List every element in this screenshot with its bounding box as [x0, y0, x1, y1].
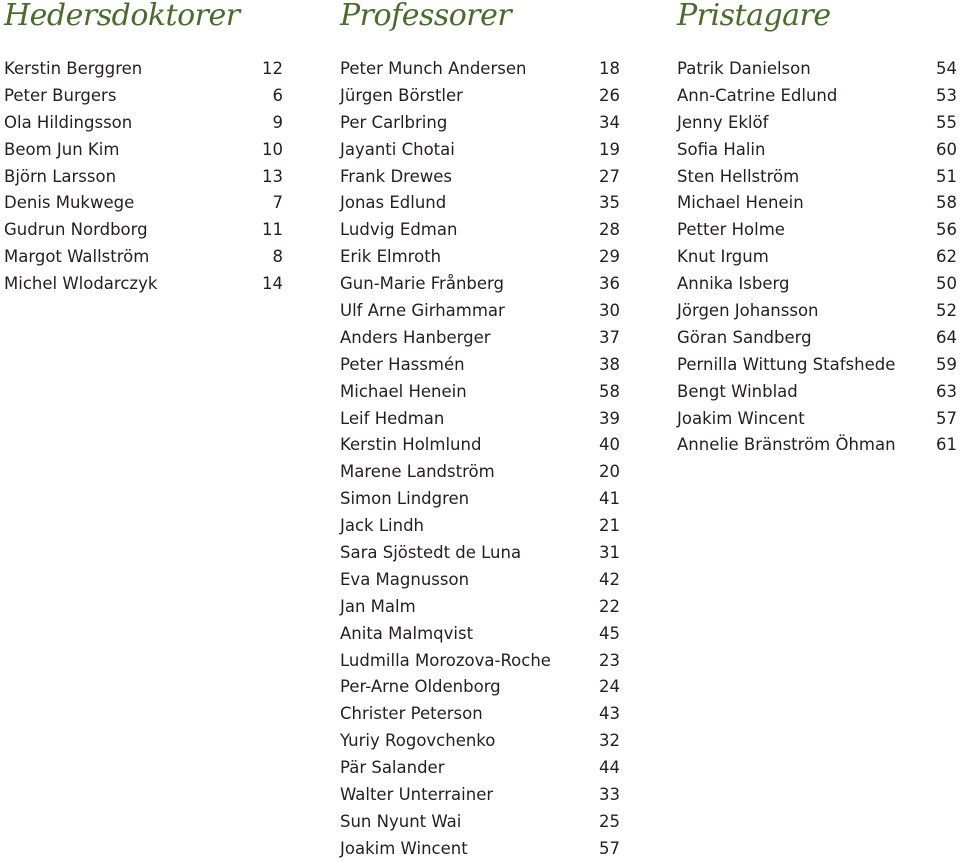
entry-name: Per Carlbring: [340, 112, 448, 132]
index-entry: [677, 190, 957, 217]
entry-name: Sara Sjöstedt de Luna: [340, 543, 522, 563]
entry-page: 12: [262, 59, 283, 78]
section-heading: Hedersdoktorer: [4, 0, 240, 33]
entry-page: 14: [262, 274, 283, 294]
entry-page: 10: [262, 139, 283, 159]
entry-page: 39: [599, 408, 620, 428]
entry-page: 28: [599, 220, 620, 240]
entry-page: 30: [599, 301, 620, 321]
index-entry: [340, 164, 620, 191]
entry-name: Per-Arne Oldenborg: [340, 677, 501, 697]
entry-name: Björn Larsson: [4, 166, 117, 186]
entry-page: 51: [936, 166, 957, 186]
entry-name: Anita Malmqvist: [340, 623, 474, 643]
entry-name: Ann-Catrine Edlund: [677, 85, 838, 105]
index-entry: [677, 406, 957, 433]
entry-name: Kerstin Holmlund: [340, 435, 482, 455]
section-heading: Pristagare: [677, 0, 831, 33]
index-entry: [677, 110, 957, 137]
entry-name: Yuriy Rogovchenko: [340, 731, 496, 751]
index-entry: [340, 217, 620, 244]
entry-name: Peter Hassmén: [340, 354, 465, 374]
index-entry: [340, 540, 620, 567]
index-entry: [677, 271, 957, 298]
index-entry: [677, 217, 957, 244]
entry-page: 31: [599, 543, 620, 563]
index-entry: [4, 137, 283, 164]
entry-page: 32: [599, 731, 620, 751]
index-entry: [4, 56, 283, 83]
entry-name: Ludmilla Morozova-Roche: [340, 650, 551, 670]
entry-name: Simon Lindgren: [340, 489, 470, 509]
entry-name: Sun Nyunt Wai: [340, 811, 462, 831]
index-entry: [677, 298, 957, 325]
index-entry: [340, 325, 620, 352]
entry-name: Peter Burgers: [4, 85, 117, 105]
entry-page: 64: [936, 327, 957, 347]
entry-name: Frank Drewes: [340, 166, 452, 186]
index-entry: [677, 379, 957, 406]
index-entry: [340, 244, 620, 271]
index-entry: [340, 432, 620, 459]
index-entry: [677, 56, 957, 83]
section-heading: Professorer: [340, 0, 512, 33]
entry-page: 18: [599, 59, 620, 78]
entry-page: 59: [936, 354, 957, 374]
entry-name: Michael Henein: [340, 381, 467, 401]
entry-page: 8: [272, 247, 283, 267]
index-entry: [340, 648, 620, 675]
entry-name: Erik Elmroth: [340, 247, 442, 267]
entry-page: 60: [936, 139, 957, 159]
index-entry: [677, 325, 957, 352]
entry-page: 20: [599, 462, 620, 482]
entry-name: Jenny Eklöf: [677, 112, 769, 132]
entry-page: 37: [599, 327, 620, 347]
entry-name: Patrik Danielson: [677, 59, 811, 78]
index-entry: [340, 271, 620, 298]
index-entry: [340, 406, 620, 433]
entry-page: 26: [599, 85, 620, 105]
entry-page: 54: [936, 59, 957, 78]
entry-name: Michael Henein: [677, 193, 804, 213]
entry-name: Kerstin Berggren: [4, 59, 143, 78]
entry-page: 63: [936, 381, 957, 401]
index-entry: [340, 674, 620, 701]
index-entry: [677, 352, 957, 379]
entry-name: Joakim Wincent: [340, 838, 468, 858]
entry-page: 62: [936, 247, 957, 267]
index-entry: [340, 56, 620, 83]
entry-name: Christer Peterson: [340, 704, 483, 724]
entry-name: Anders Hanberger: [340, 327, 491, 347]
entry-page: 27: [599, 166, 620, 186]
entry-name: Jonas Edlund: [340, 193, 447, 213]
entry-page: 45: [599, 623, 620, 643]
entry-page: 38: [599, 354, 620, 374]
entry-name: Annelie Bränström Öhman: [677, 435, 896, 455]
entry-page: 13: [262, 166, 283, 186]
index-entry: [4, 83, 283, 110]
entry-name: Leif Hedman: [340, 408, 445, 428]
entry-page: 53: [936, 85, 957, 105]
index-entry: [340, 486, 620, 513]
entry-page: 9: [272, 112, 283, 132]
entry-name: Marene Landström: [340, 462, 495, 482]
entry-page: 52: [936, 301, 957, 321]
index-entry: [340, 782, 620, 809]
entry-name: Pernilla Wittung Stafshede: [677, 354, 896, 374]
entry-name: Jürgen Börstler: [340, 85, 463, 105]
entry-name: Ludvig Edman: [340, 220, 458, 240]
entry-page: 57: [936, 408, 957, 428]
column-pristagare: [677, 0, 957, 459]
entry-page: 21: [599, 516, 620, 536]
index-entry: [340, 513, 620, 540]
entry-page: 29: [599, 247, 620, 267]
entry-page: 50: [936, 274, 957, 294]
index-entry: [340, 83, 620, 110]
index-entry: [4, 190, 283, 217]
entry-page: 41: [599, 489, 620, 509]
entry-page: 36: [599, 274, 620, 294]
entry-page: 24: [599, 677, 620, 697]
index-entry: [340, 190, 620, 217]
index-entry: [340, 567, 620, 594]
index-entry: [4, 217, 283, 244]
index-entry: [677, 83, 957, 110]
entry-page: 11: [262, 220, 283, 240]
index-entry: [677, 432, 957, 459]
column-hedersdoktorer: [4, 0, 283, 298]
entry-page: 23: [599, 650, 620, 670]
entry-name: Beom Jun Kim: [4, 139, 120, 159]
entry-name: Pär Salander: [340, 758, 445, 778]
entry-page: 42: [599, 569, 620, 589]
index-entry: [340, 110, 620, 137]
entry-name: Sten Hellström: [677, 166, 800, 186]
entry-name: Knut Irgum: [677, 247, 769, 267]
index-entry: [4, 164, 283, 191]
entry-name: Annika Isberg: [677, 274, 790, 294]
index-entry: [340, 755, 620, 782]
entry-page: 19: [599, 139, 620, 159]
entry-page: 61: [936, 435, 957, 455]
index-entry: [340, 137, 620, 164]
index-entry: [340, 459, 620, 486]
entry-page: 55: [936, 112, 957, 132]
entry-page: 57: [599, 838, 620, 858]
index-entry: [340, 594, 620, 621]
index-entry: [340, 728, 620, 755]
entry-page: 56: [936, 220, 957, 240]
entry-page: 25: [599, 811, 620, 831]
entry-page: 44: [599, 758, 620, 778]
column-professorer: [340, 0, 620, 863]
entry-name: Jan Malm: [340, 596, 416, 616]
entry-name: Jörgen Johansson: [677, 301, 819, 321]
entry-page: 6: [272, 85, 283, 105]
index-entry: [677, 244, 957, 271]
index-entry: [677, 137, 957, 164]
entry-page: 35: [599, 193, 620, 213]
entry-name: Bengt Winblad: [677, 381, 798, 401]
index-entry: [340, 379, 620, 406]
index-entry: [340, 701, 620, 728]
index-entry: [340, 621, 620, 648]
entry-page: 58: [936, 193, 957, 213]
entry-page: 22: [599, 596, 620, 616]
entry-name: Michel Wlodarczyk: [4, 274, 158, 294]
entry-page: 33: [599, 785, 620, 805]
entry-name: Margot Wallström: [4, 247, 150, 267]
entry-name: Walter Unterrainer: [340, 785, 494, 805]
entry-name: Eva Magnusson: [340, 569, 470, 589]
entry-name: Petter Holme: [677, 220, 785, 240]
entry-name: Gun-Marie Frånberg: [340, 274, 505, 294]
entry-page: 58: [599, 381, 620, 401]
entry-page: 40: [599, 435, 620, 455]
index-entry: [340, 809, 620, 836]
index-entry: [340, 352, 620, 379]
entry-name: Ulf Arne Girhammar: [340, 301, 505, 321]
entry-page: 43: [599, 704, 620, 724]
entry-page: 34: [599, 112, 620, 132]
entry-name: Sofia Halin: [677, 139, 766, 159]
index-entry: [4, 271, 283, 298]
index-entry: [4, 244, 283, 271]
entry-name: Joakim Wincent: [677, 408, 805, 428]
index-entry: [4, 110, 283, 137]
entry-name: Denis Mukwege: [4, 193, 135, 213]
entry-page: 7: [272, 193, 283, 213]
entry-name: Peter Munch Andersen: [340, 59, 527, 78]
index-entry: [340, 836, 620, 863]
index-entry: [340, 298, 620, 325]
entry-name: Jack Lindh: [340, 516, 425, 536]
entry-name: Göran Sandberg: [677, 327, 812, 347]
index-entry: [677, 164, 957, 191]
entry-name: Gudrun Nordborg: [4, 220, 148, 240]
entry-name: Jayanti Chotai: [340, 139, 455, 159]
entry-name: Ola Hildingsson: [4, 112, 133, 132]
